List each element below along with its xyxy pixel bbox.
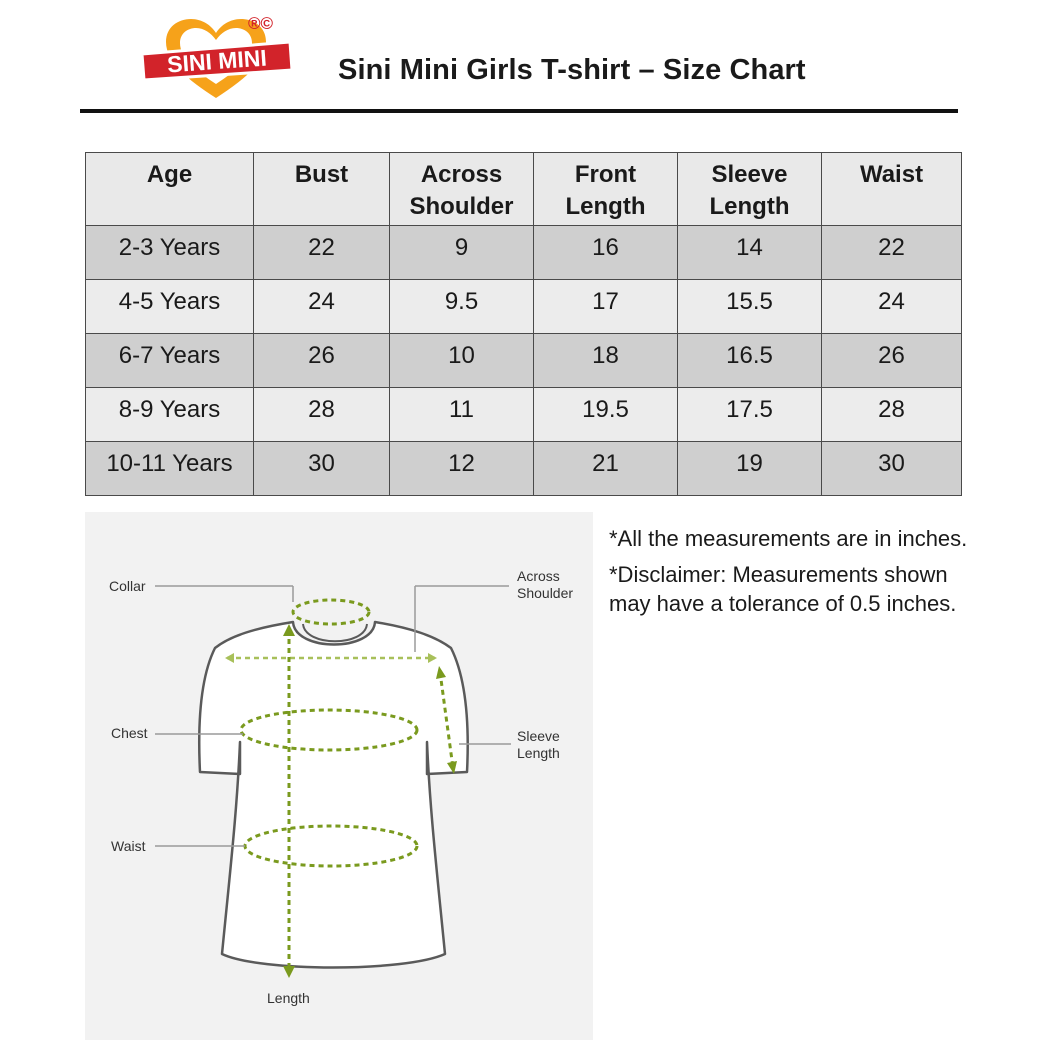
cell-age: 8-9 Years <box>86 388 254 442</box>
column-header-waist: Waist <box>822 153 962 226</box>
cell-front-length: 17 <box>534 280 678 334</box>
cell-bust: 28 <box>254 388 390 442</box>
cell-age: 10-11 Years <box>86 442 254 496</box>
cell-across-shoulder: 11 <box>390 388 534 442</box>
cell-front-length: 18 <box>534 334 678 388</box>
table-header-row <box>86 153 962 226</box>
measurement-notes <box>609 524 969 625</box>
table-row <box>86 442 962 496</box>
size-chart-table <box>85 152 962 496</box>
cell-across-shoulder: 10 <box>390 334 534 388</box>
label-chest: Chest <box>111 725 148 741</box>
cell-sleeve-length: 14 <box>678 226 822 280</box>
cell-sleeve-length: 17.5 <box>678 388 822 442</box>
cell-bust: 22 <box>254 226 390 280</box>
column-header-sleeve-length: Sleeve Length <box>678 153 822 226</box>
cell-bust: 24 <box>254 280 390 334</box>
column-header-across-shoulder: Across Shoulder <box>390 153 534 226</box>
label-across-shoulder: Across Shoulder <box>517 568 574 601</box>
cell-age: 4-5 Years <box>86 280 254 334</box>
column-header-bust: Bust <box>254 153 390 226</box>
cell-waist: 30 <box>822 442 962 496</box>
label-collar: Collar <box>109 578 146 594</box>
cell-bust: 30 <box>254 442 390 496</box>
note-units: *All the measurements are in inches. <box>609 526 968 551</box>
column-header-front-length: Front Length <box>534 153 678 226</box>
table-row <box>86 334 962 388</box>
cell-waist: 26 <box>822 334 962 388</box>
title-divider <box>80 109 958 113</box>
cell-bust: 26 <box>254 334 390 388</box>
table-row <box>86 388 962 442</box>
cell-across-shoulder: 9 <box>390 226 534 280</box>
cell-sleeve-length: 19 <box>678 442 822 496</box>
cell-age: 2-3 Years <box>86 226 254 280</box>
cell-front-length: 21 <box>534 442 678 496</box>
label-waist: Waist <box>111 838 146 854</box>
column-header-age: Age <box>86 153 254 226</box>
cell-waist: 24 <box>822 280 962 334</box>
cell-age: 6-7 Years <box>86 334 254 388</box>
page-title: Sini Mini Girls T-shirt – Size Chart <box>338 54 806 86</box>
measurement-diagram <box>85 512 593 1040</box>
table-row <box>86 280 962 334</box>
cell-waist: 28 <box>822 388 962 442</box>
cell-across-shoulder: 9.5 <box>390 280 534 334</box>
label-length: Length <box>267 990 310 1006</box>
cell-front-length: 16 <box>534 226 678 280</box>
brand-logo <box>136 14 296 104</box>
cell-sleeve-length: 16.5 <box>678 334 822 388</box>
note-disclaimer: *Disclaimer: Measurements shown may have a tolerance of 0.5 inches. <box>609 562 957 616</box>
cell-sleeve-length: 15.5 <box>678 280 822 334</box>
registered-marks: ®© <box>248 14 274 33</box>
table-row <box>86 226 962 280</box>
logo-text: SINI MINI <box>166 44 268 78</box>
cell-front-length: 19.5 <box>534 388 678 442</box>
label-sleeve-length: Sleeve Length <box>517 728 560 761</box>
cell-across-shoulder: 12 <box>390 442 534 496</box>
cell-waist: 22 <box>822 226 962 280</box>
